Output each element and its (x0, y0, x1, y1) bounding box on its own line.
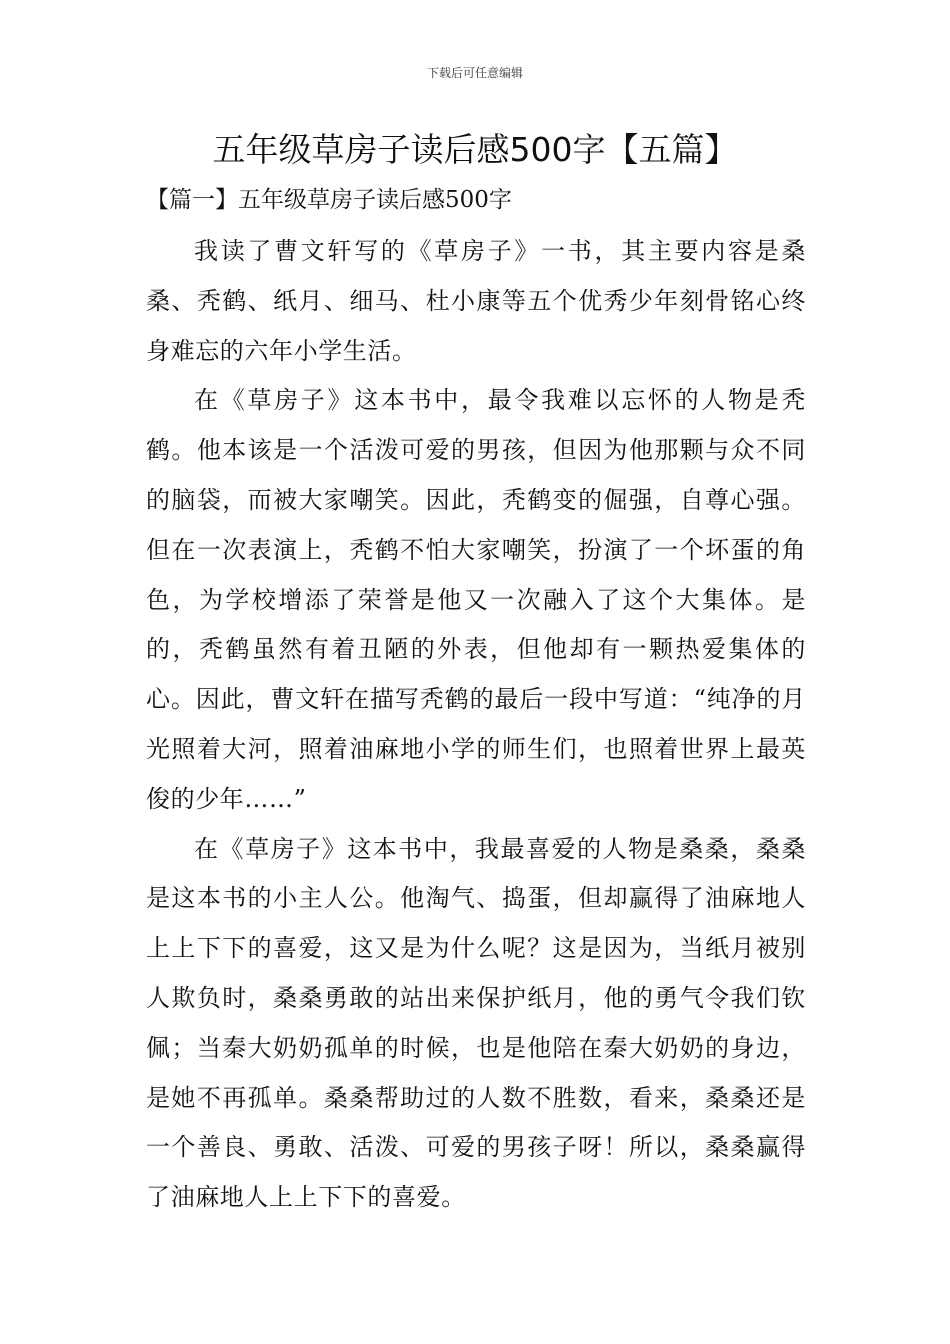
paragraph-2: 在《草房子》这本书中，最令我难以忘怀的人物是秃鹤。他本该是一个活泼可爱的男孩，但因为他那颗与众不同的脑袋，而被大家嘲笑。因此，秃鹤变的倔强，自尊心强。但在一次表演上，秃鹤不怕大家嘲笑，扮演了一个坏蛋的角色，为学校增添了荣誉是他又一次融入了这个大集体。是的，秃鹤虽然有着丑陋的外表，但他却有一颗热爱集体的心。因此，曹文轩在描写秃鹤的最后一段中写道：“纯净的月光照着大河，照着油麻地小学的师生们，也照着世界上最英俊的少年……” (146, 386, 806, 813)
paragraph-1: 我读了曹文轩写的《草房子》一书，其主要内容是桑桑、秃鹤、纸月、细马、杜小康等五个优秀少年刻骨铭心终身难忘的六年小学生活。 (146, 237, 806, 365)
section-heading: 【篇一】五年级草房子读后感500字 (146, 187, 512, 213)
body-text (146, 227, 806, 1223)
paragraph-3: 在《草房子》这本书中，我最喜爱的人物是桑桑，桑桑是这本书的小主人公。他淘气、捣蛋，但却赢得了油麻地人上上下下的喜爱，这又是为什么呢？这是因为，当纸月被别人欺负时，桑桑勇敢的站出来保护纸月，他的勇气令我们钦佩；当秦大奶奶孤单的时候，也是他陪在秦大奶奶的身边，是她不再孤单。桑桑帮助过的人数不胜数，看来，桑桑还是一个善良、勇敢、活泼、可爱的男孩子呀！所以，桑桑赢得了油麻地人上上下下的喜爱。 (146, 834, 806, 1212)
document-title: 五年级草房子读后感500字【五篇】 (212, 130, 738, 169)
header-note: 下载后可任意编辑 (426, 66, 523, 80)
